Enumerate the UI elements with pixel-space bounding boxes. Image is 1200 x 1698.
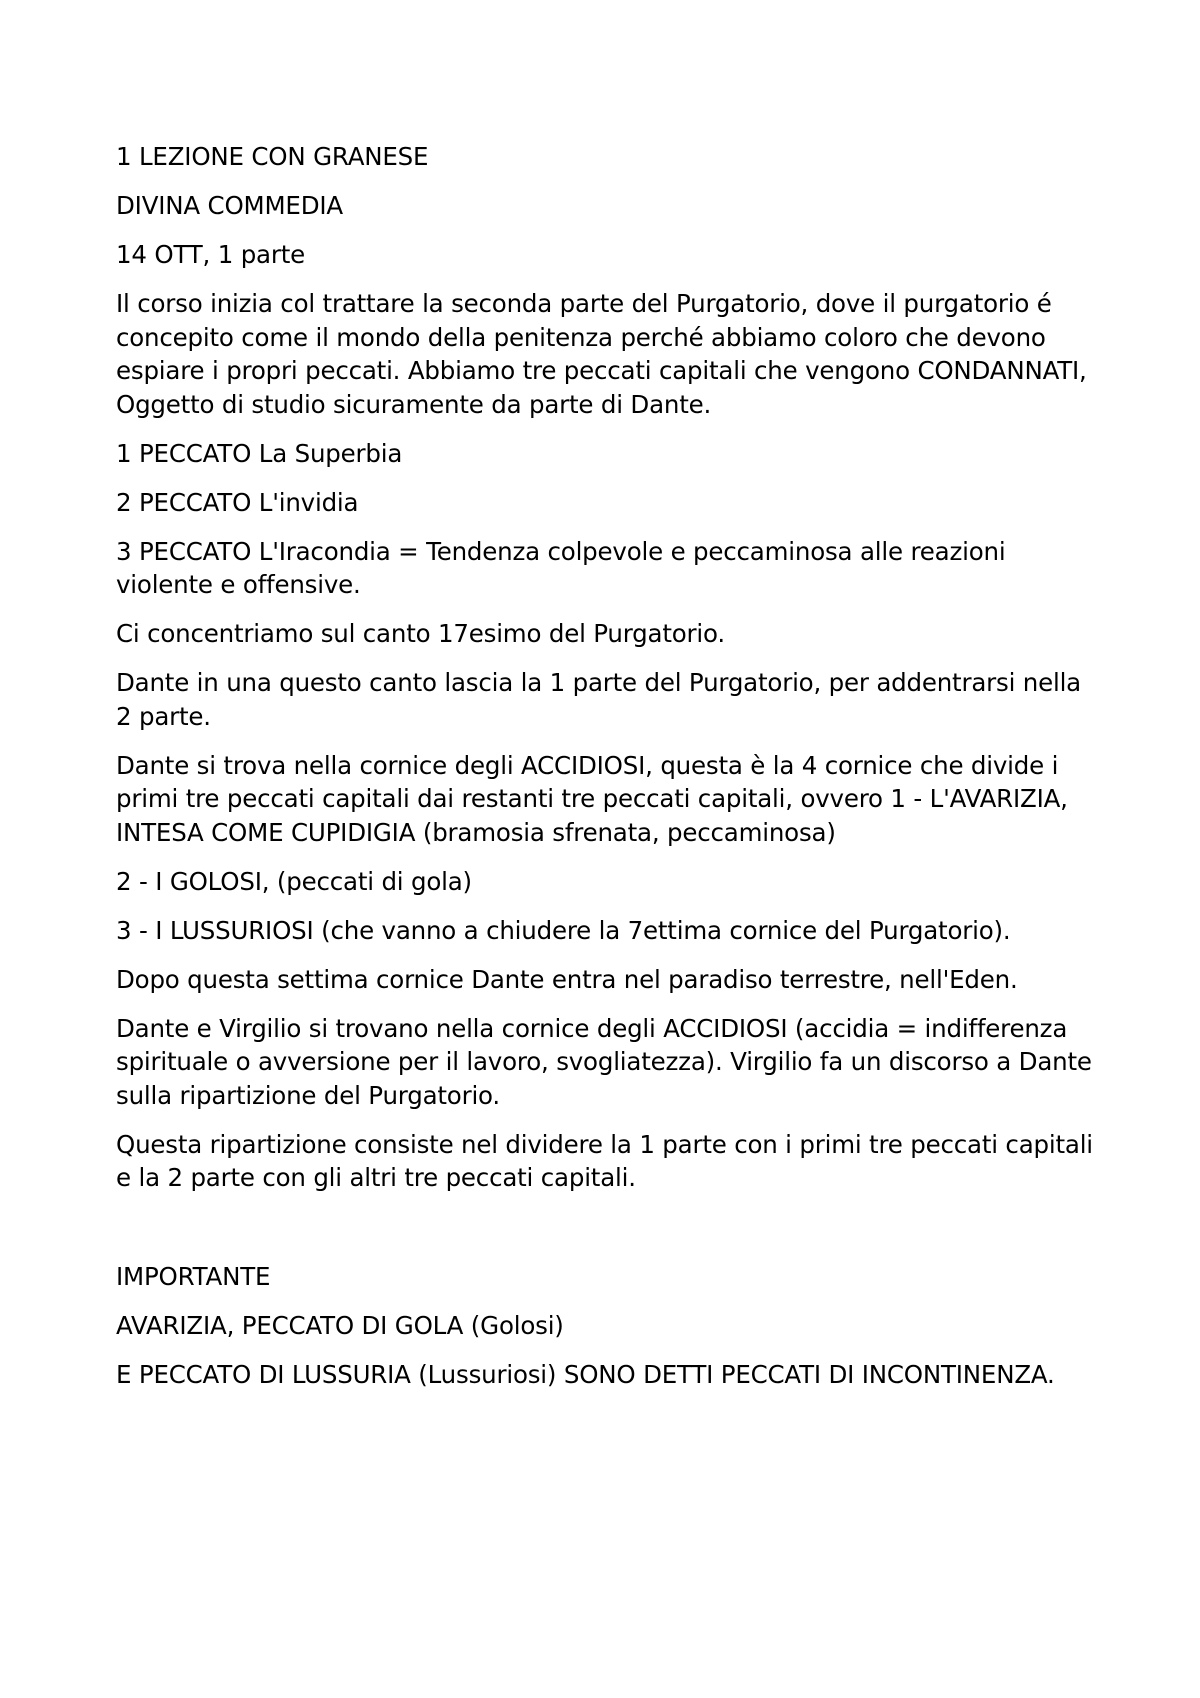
sin-1-line: 1 PECCATO La Superbia: [116, 438, 403, 468]
incontinenza-paragraph: E PECCATO DI LUSSURIA (Lussuriosi) SONO DETTI PECCATI DI INCONTINENZA.: [116, 1360, 1055, 1389]
document-body: [116, 140, 1096, 1407]
sin-3-line: 3 PECCATO L'Iracondia = Tendenza colpevole e peccaminosa alle reazioni violente e offensive.: [116, 536, 1006, 599]
ripartizione-paragraph: Questa ripartizione consiste nel dividere la 1 parte con i primi tre peccati capitali e la 2 parte con gli altri tre peccati capitali.: [116, 1129, 1093, 1192]
canto-line: Ci concentriamo sul canto 17esimo del Purgatorio.: [116, 619, 725, 648]
date-line: 14 OTT, 1 parte: [116, 240, 306, 269]
intro-paragraph: Il corso inizia col trattare la seconda parte del Purgatorio, dove il purgatorio é concepito come il mondo della penitenza perché abbiamo coloro che devono espiare i propri peccati. Abbiamo tre peccati capitali che vengono CONDANNATI, Oggetto di studio sicuramente da parte di Dante.: [116, 289, 1087, 419]
blank-line: [116, 1210, 1096, 1260]
subject-heading: DIVINA COMMEDIA: [116, 191, 343, 220]
important-heading: IMPORTANTE: [116, 1262, 271, 1291]
leaves-paragraph: Dante in una questo canto lascia la 1 parte del Purgatorio, per addentrarsi nella 2 parte.: [116, 668, 1081, 731]
sin-2-line: 2 PECCATO L'invidia: [116, 487, 359, 517]
avarizia-line: AVARIZIA, PECCATO DI GOLA (Golosi): [116, 1311, 564, 1340]
lussuriosi-paragraph: 3 - I LUSSURIOSI (che vanno a chiudere la 7ettima cornice del Purgatorio).: [116, 915, 1011, 945]
eden-paragraph: Dopo questa settima cornice Dante entra nel paradiso terrestre, nell'Eden.: [116, 964, 1018, 994]
lesson-title: 1 LEZIONE CON GRANESE: [116, 142, 429, 171]
virgilio-paragraph: Dante e Virgilio si trovano nella cornice degli ACCIDIOSI (accidia = indifferenza spirituale o avversione per il lavoro, svogliatezza). Virgilio fa un discorso a Dante sulla ripartizione del Purgatorio.: [116, 1013, 1092, 1110]
golosi-line: 2 - I GOLOSI, (peccati di gola): [116, 866, 472, 896]
cornice-paragraph: Dante si trova nella cornice degli ACCIDIOSI, questa è la 4 cornice che divide i primi tre peccati capitali dai restanti tre peccati capitali, ovvero 1 - L'AVARIZIA, INTESA COME CUPIDIGIA (bramosia sfrenata, peccaminosa): [116, 750, 1068, 847]
